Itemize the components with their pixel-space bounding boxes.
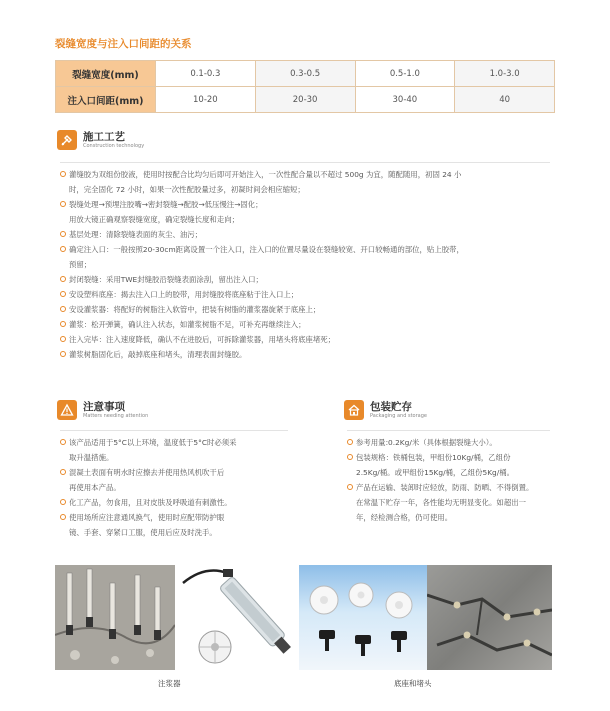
bullet-icon (60, 287, 69, 302)
bullet-icon (60, 242, 69, 257)
list-item-text: 封闭裂缝：采用TWE封缝胶沿裂缝表面涂刮，留出注入口； (69, 275, 263, 284)
photo-sealed-crack (427, 565, 552, 670)
section-title: 裂缝宽度与注入口间距的关系 (55, 38, 192, 50)
list-item-continuation: 年，经检测合格，仍可使用。 (356, 513, 453, 522)
warning-icon (57, 400, 77, 420)
bullet-icon (60, 167, 69, 182)
list-item-text: 参考用量:0.2Kg/米（具体根据裂缝大小）。 (356, 438, 497, 447)
spec-table (55, 60, 555, 113)
table-cell: 10-20 (156, 87, 256, 113)
list-item (60, 302, 550, 317)
list-item-text: 裂缝处理→预埋注胶嘴→密封裂缝→配胶→低压慢注→固化； (69, 200, 263, 209)
storage-list (347, 430, 550, 525)
table-cell: 0.1-0.3 (156, 61, 256, 87)
list-item (60, 287, 550, 302)
caption-injector: 注浆器 (158, 679, 181, 688)
list-item-text: 包装规格：铁桶包装，甲组份10Kg/桶，乙组份 (356, 453, 511, 462)
bullet-icon (60, 227, 69, 242)
list-item-continuation: 在常温下贮存一年，各性能均无明显变化。如超出一 (356, 498, 526, 507)
table-cell: 40 (455, 87, 555, 113)
list-item-continuation: 用放大镜正确观察裂缝宽度，确定裂缝长度和走向； (69, 215, 239, 224)
list-item (60, 167, 550, 182)
list-item-text: 灌浆：松开弹簧，确认注入状态，如灌浆树脂不足，可补充再继续注入； (69, 320, 306, 329)
photo-injectors-on-wall (55, 565, 175, 670)
list-item-text: 化工产品，勿食用，且对皮肤及呼吸道有刺激性。 (69, 498, 232, 507)
bullet-icon (347, 480, 356, 495)
list-item-text: 安设塑料底座：揭去注入口上的胶带，用封缝胶将底座粘于注入口上； (69, 290, 299, 299)
table-header-cell: 注入口间距(mm) (56, 87, 156, 113)
list-item-continuation: 再使用本产品。 (69, 483, 121, 492)
table-cell: 20-30 (255, 87, 355, 113)
list-item-text: 注入完毕：注入速度降低，确认不在进胶后，可拆除灌浆器，用堵头将底座堵死； (69, 335, 336, 344)
table-row (56, 61, 555, 87)
bullet-icon (60, 465, 69, 480)
table-header-cell: 裂缝宽度(mm) (56, 61, 156, 87)
process-list (60, 162, 550, 362)
bullet-icon (347, 450, 356, 465)
list-item-continuation: 时，完全固化 72 小时，如果一次性配胶量过多，初凝时间会相应缩短； (69, 185, 305, 194)
caption-bases-plugs: 底座和堵头 (394, 679, 432, 688)
list-item (60, 332, 550, 347)
list-item (347, 480, 550, 495)
bullet-icon (60, 510, 69, 525)
list-item (60, 197, 550, 212)
list-item (60, 465, 288, 480)
list-item-text: 该产品适用于5°C以上环境，温度低于5°C时必须采 (69, 438, 237, 447)
list-item (347, 435, 550, 450)
process-subtitle: Construction technology (83, 142, 145, 149)
list-item-text: 基层处理：清除裂缝表面的灰尘、油污； (69, 230, 203, 239)
list-item-text: 确定注入口：一般按照20-30cm距离设置一个注入口，注入口的位置尽量设在裂缝较宽、开口较畅通的部位，贴上胶带， (69, 245, 464, 254)
process-title: 施工工艺 (83, 130, 125, 143)
list-item (60, 272, 550, 287)
notes-list (60, 430, 288, 540)
bullet-icon (60, 317, 69, 332)
notes-heading (57, 400, 148, 420)
list-item-text: 安设灌浆器：将配好的树脂注入软管中，把装有树脂的灌浆器旋紧于底座上； (69, 305, 321, 314)
list-item (60, 510, 288, 525)
notes-title: 注意事项 (83, 400, 125, 413)
list-item (347, 450, 550, 465)
product-photos (55, 565, 552, 670)
bullet-icon (60, 347, 69, 362)
list-item-continuation: 预留； (69, 260, 92, 269)
bullet-icon (60, 435, 69, 450)
list-item-continuation: 2.5Kg/桶。或甲组份15Kg/桶，乙组份5Kg/桶。 (356, 468, 515, 477)
bullet-icon (60, 272, 69, 287)
list-item-continuation: 取升温措施。 (69, 453, 114, 462)
house-icon (344, 400, 364, 420)
list-item (60, 495, 288, 510)
storage-subtitle: Packaging and storage (370, 412, 427, 419)
list-item-text: 使用场所应注意通风换气，使用时应配带防护眼 (69, 513, 225, 522)
bullet-icon (60, 197, 69, 212)
storage-heading (344, 400, 427, 420)
table-cell: 1.0-3.0 (455, 61, 555, 87)
list-item-text: 混凝土表面有明水时应擦去并使用热风机吹干后 (69, 468, 225, 477)
list-item-text: 灌缝胶为双组份胶液，使用时按配合比均匀后即可开始注入，一次性配合量以不超过 500g 为宜，随配随用，初固 24 小 (69, 170, 462, 179)
bullet-icon (60, 495, 69, 510)
tools-icon (57, 130, 77, 150)
process-heading (57, 130, 144, 150)
bullet-icon (347, 435, 356, 450)
list-item-text: 产品在运输、装卸时应轻放，防雨、防晒、不得倒置。 (356, 483, 534, 492)
list-item (60, 242, 550, 257)
photo-injector-syringe (175, 565, 299, 670)
list-item (60, 435, 288, 450)
table-cell: 0.3-0.5 (255, 61, 355, 87)
notes-subtitle: Matters needing attention (83, 412, 149, 419)
bullet-icon (60, 332, 69, 347)
photo-bases-and-plugs (299, 565, 427, 670)
list-item (60, 317, 550, 332)
storage-title: 包装贮存 (370, 400, 412, 413)
list-item (60, 347, 550, 362)
table-cell: 0.5-1.0 (355, 61, 455, 87)
list-item-text: 灌浆树脂固化后，敲掉底座和堵头，清理表面封缝胶。 (69, 350, 247, 359)
bullet-icon (60, 302, 69, 317)
list-item (60, 227, 550, 242)
table-cell: 30-40 (355, 87, 455, 113)
table-row (56, 87, 555, 113)
list-item-continuation: 镜、手套、穿紧口工服，使用后应及时洗手。 (69, 528, 217, 537)
